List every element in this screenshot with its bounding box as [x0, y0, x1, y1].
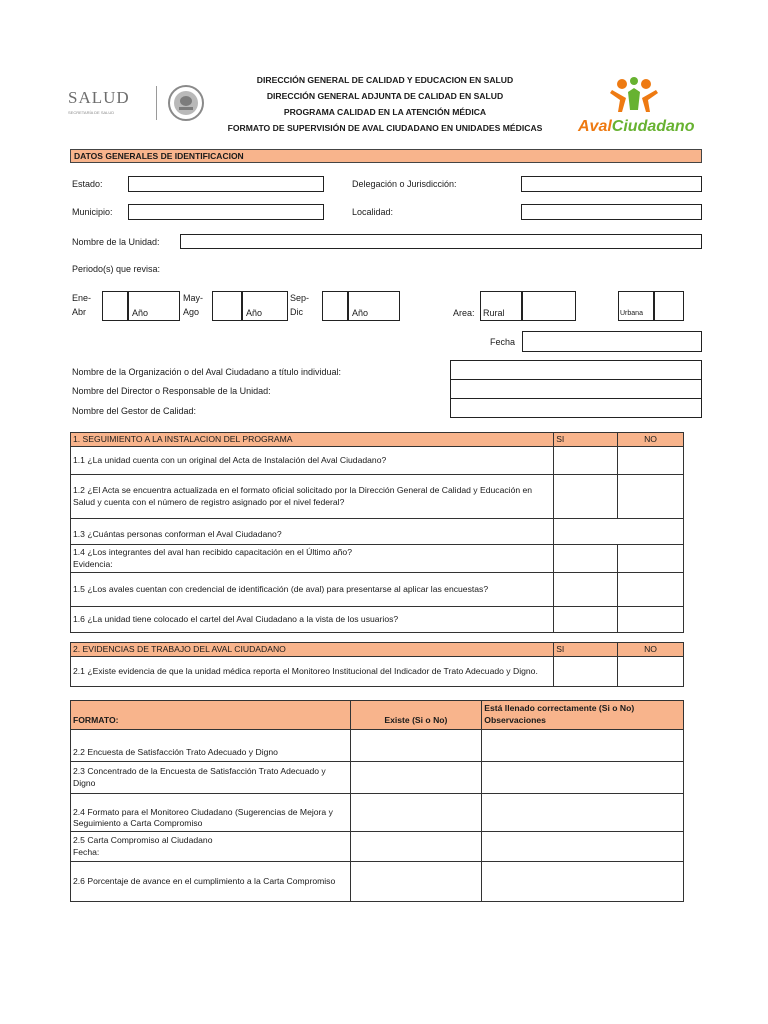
table-row [71, 607, 684, 633]
organizacion-label: Nombre de la Organización o del Aval Ciudadano a título individual: [72, 367, 342, 377]
header-line-3: PROGRAMA CALIDAD EN LA ATENCIÓN MÉDICA [283, 107, 487, 117]
estado-field[interactable] [128, 176, 324, 192]
salud-logo-text: SALUD [68, 88, 130, 107]
area-label: Area: [453, 308, 475, 318]
periodo-1-year-label: Año [132, 308, 149, 318]
periodo-3-label-b: Dic [290, 307, 303, 317]
table-row [71, 519, 684, 545]
header-line-4: FORMATO DE SUPERVISIÓN DE AVAL CIUDADANO EN UNIDADES MÉDICAS [227, 123, 543, 133]
question-1-6: 1.6 ¿La unidad tiene colocado el cartel del Aval Ciudadano a la vista de los usuarios? [71, 607, 554, 633]
section1-no-header: NO [618, 433, 684, 447]
localidad-field[interactable] [521, 204, 702, 220]
llenado-header-text: Está llenado correctamente (Si o No) [484, 703, 635, 714]
delegacion-label: Delegación o Jurisdicción: [352, 179, 457, 189]
gestor-field[interactable] [450, 398, 702, 418]
question-1-4-text: 1.4 ¿Los integrantes del aval han recibido capacitación en el Último año? [73, 546, 352, 557]
q1-3-answer-cell[interactable] [554, 519, 684, 545]
gestor-label: Nombre del Gestor de Calidad: [72, 406, 197, 416]
rural-check[interactable] [522, 291, 576, 321]
question-1-4 [71, 545, 554, 573]
row-2-5-existe-cell[interactable] [350, 832, 482, 862]
q1-5-no-cell[interactable] [618, 573, 684, 607]
q1-5-si-cell[interactable] [554, 573, 618, 607]
row-2-2-llenado-cell[interactable] [482, 730, 684, 762]
unidad-label: Nombre de la Unidad: [72, 237, 160, 247]
table-row [71, 730, 684, 762]
municipio-label: Municipio: [72, 207, 113, 217]
rural-label: Rural [483, 308, 505, 318]
fecha-field[interactable] [522, 331, 702, 352]
formato-row-2-3: 2.3 Concentrado de la Encuesta de Satisfacción Trato Adecuado y Digno [71, 762, 351, 794]
fecha-label: Fecha [490, 337, 516, 347]
periodo-1-check[interactable] [102, 291, 128, 321]
unidad-field[interactable] [180, 234, 702, 249]
evidencias-table [70, 642, 684, 687]
table-row [71, 475, 684, 519]
q2-1-si-cell[interactable] [554, 657, 618, 687]
header-line-2: DIRECCIÓN GENERAL ADJUNTA DE CALIDAD EN SALUD [266, 91, 504, 101]
aval-logo-text-2: Ciudadano [611, 118, 695, 135]
header-line-1: DIRECCIÓN GENERAL DE CALIDAD Y EDUCACION EN SALUD [256, 75, 514, 85]
aval-ciudadano-logo [578, 76, 695, 138]
logo-divider [156, 86, 157, 120]
municipio-field[interactable] [128, 204, 324, 220]
q1-2-si-cell[interactable] [554, 475, 618, 519]
row-2-6-llenado-cell[interactable] [482, 862, 684, 902]
salud-logo [68, 88, 158, 122]
q1-6-no-cell[interactable] [618, 607, 684, 633]
llenado-header [482, 701, 684, 730]
director-field[interactable] [450, 379, 702, 399]
formato-row-2-6: 2.6 Porcentaje de avance en el cumplimiento a la Carta Compromiso [71, 862, 351, 902]
section2-title: 2. EVIDENCIAS DE TRABAJO DEL AVAL CIUDADANO [71, 643, 554, 657]
table-row [71, 447, 684, 475]
q2-1-no-cell[interactable] [618, 657, 684, 687]
q1-6-si-cell[interactable] [554, 607, 618, 633]
section1-si-header: SI [554, 433, 618, 447]
q1-1-si-cell[interactable] [554, 447, 618, 475]
formato-row-2-2: 2.2 Encuesta de Satisfacción Trato Adecuado y Digno [71, 730, 351, 762]
question-1-3: 1.3 ¿Cuántas personas conforman el Aval Ciudadano? [71, 519, 554, 545]
table-row [71, 794, 684, 832]
formato-row-2-4: 2.4 Formato para el Monitoreo Ciudadano (Sugerencias de Mejora y Seguimiento a Carta Compromiso [71, 794, 351, 832]
aval-people-icon [578, 76, 690, 116]
datos-generales-header: DATOS GENERALES DE IDENTIFICACION [70, 149, 702, 163]
urbana-label: Urbana [620, 310, 643, 317]
header-titles [200, 72, 570, 136]
periodo-2-year-label: Año [246, 308, 263, 318]
director-label: Nombre del Director o Responsable de la Unidad: [72, 386, 271, 396]
q1-2-no-cell[interactable] [618, 475, 684, 519]
table-row [71, 862, 684, 902]
q1-1-no-cell[interactable] [618, 447, 684, 475]
existe-header: Existe (Si o No) [350, 701, 482, 730]
question-2-1: 2.1 ¿Existe evidencia de que la unidad médica reporta el Monitoreo Institucional del Indicador de Trato Adecuado y Digno. [71, 657, 554, 687]
delegacion-field[interactable] [521, 176, 702, 192]
row-2-4-existe-cell[interactable] [350, 794, 482, 832]
periodo-3-label-a: Sep- [290, 293, 310, 303]
periodo-2-label-a: May- [183, 293, 203, 303]
periodo-2-label-b: Ago [183, 307, 200, 317]
row-2-2-existe-cell[interactable] [350, 730, 482, 762]
q1-4-si-cell[interactable] [554, 545, 618, 573]
formato-row-2-5 [71, 832, 351, 862]
formato-table [70, 700, 684, 902]
question-1-4-evidence: Evidencia: [73, 558, 113, 569]
salud-logo-subtext: SECRETARÍA DE SALUD [68, 110, 115, 115]
periodo-2-check[interactable] [212, 291, 242, 321]
urbana-check[interactable] [654, 291, 684, 321]
section1-title: 1. SEGUIMIENTO A LA INSTALACION DEL PROGRAMA [71, 433, 554, 447]
question-1-1: 1.1 ¿La unidad cuenta con un original del Acta de Instalación del Aval Ciudadano? [71, 447, 554, 475]
row-2-3-existe-cell[interactable] [350, 762, 482, 794]
localidad-label: Localidad: [352, 207, 394, 217]
table-row [71, 657, 684, 687]
row-2-5-llenado-cell[interactable] [482, 832, 684, 862]
row-2-6-existe-cell[interactable] [350, 862, 482, 902]
table-row [71, 832, 684, 862]
formato-row-2-5-text: 2.5 Carta Compromiso al Ciudadano [73, 834, 213, 845]
table-row [71, 573, 684, 607]
section2-no-header: NO [618, 643, 684, 657]
formato-row-2-5-fecha: Fecha: [73, 846, 100, 857]
periodo-label: Periodo(s) que revisa: [72, 264, 161, 274]
question-1-5: 1.5 ¿Los avales cuentan con credencial de identificación (de aval) para presentarse al aplicar las encuestas? [71, 573, 554, 607]
aval-logo-text-1: Aval [578, 118, 612, 135]
question-1-2: 1.2 ¿El Acta se encuentra actualizada en el formato oficial solicitado por la Dirección General de Calidad y Educación en Salud y cuenta con el número de registro asignado por el nivel federal? [71, 475, 554, 519]
periodo-1-label-a: Ene- [72, 293, 92, 303]
estado-label: Estado: [72, 179, 103, 189]
q1-4-no-cell[interactable] [618, 545, 684, 573]
observaciones-header-text: Observaciones [484, 715, 546, 725]
formato-header: FORMATO: [71, 701, 351, 730]
section2-si-header: SI [554, 643, 618, 657]
periodo-3-check[interactable] [322, 291, 348, 321]
table-row [71, 762, 684, 794]
periodo-3-year-label: Año [352, 308, 369, 318]
row-2-3-llenado-cell[interactable] [482, 762, 684, 794]
periodo-1-label-b: Abr [72, 307, 87, 317]
table-row [71, 545, 684, 573]
organizacion-field[interactable] [450, 360, 702, 380]
seguimiento-table [70, 432, 684, 633]
row-2-4-llenado-cell[interactable] [482, 794, 684, 832]
